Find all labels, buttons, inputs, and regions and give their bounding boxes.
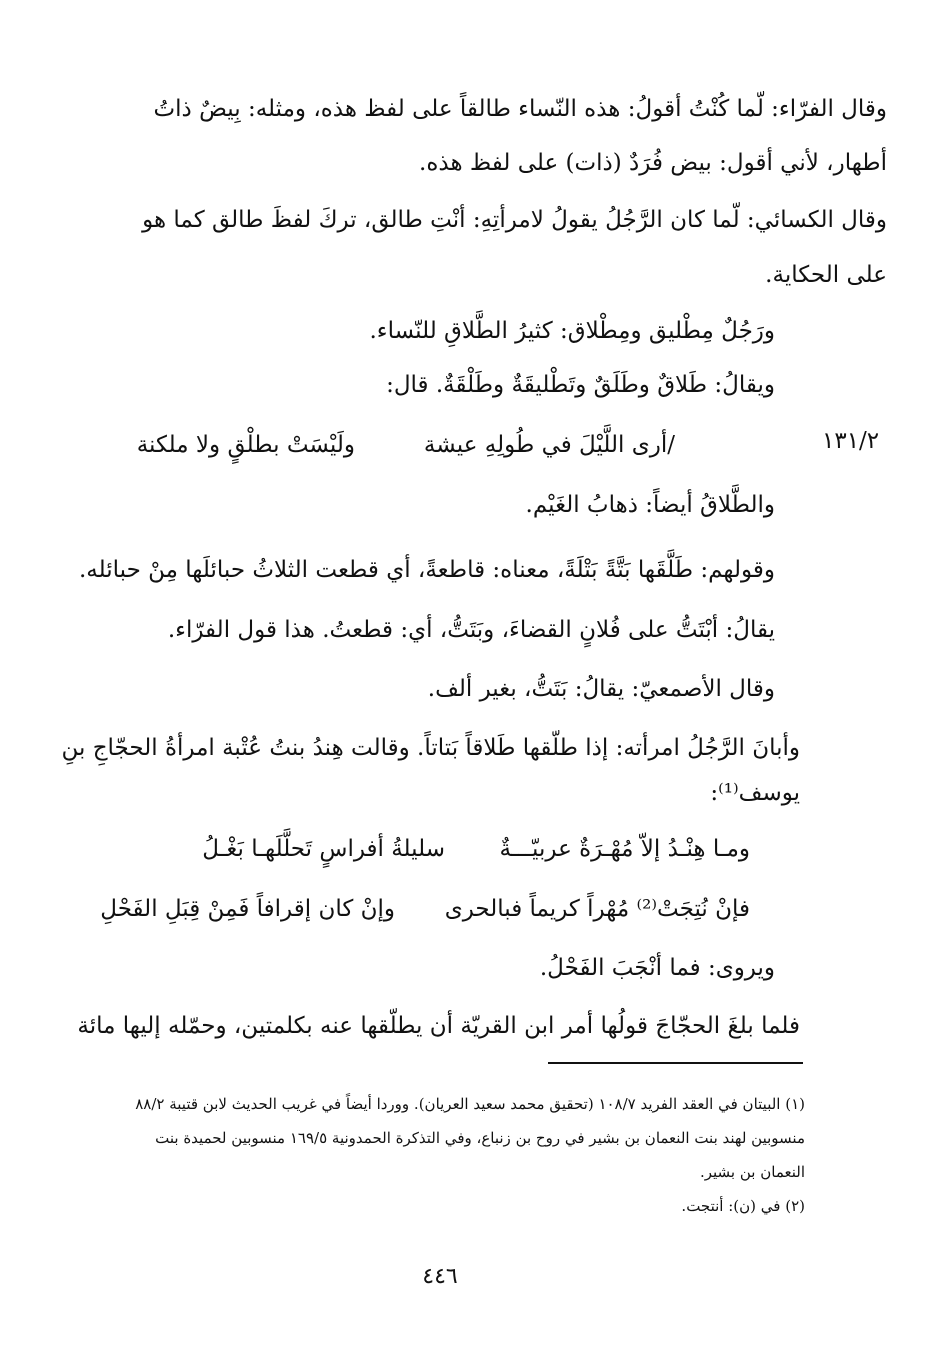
paragraph-line: وأبانَ الرَّجُلُ امرأته: إذا طلّقها طَلاقاً بَتاتاً. وقالت هِندُ بنتُ عُتْبة امرأةُ الحجّاجِ بنِ: [61, 735, 800, 761]
paragraph-line: والطَّلاقُ أيضاً: ذهابُ الغَيْم.: [525, 492, 775, 518]
verse-hemistich: سليلةُ أفراسٍ تَحلَّلَهـا بَغْـلُ: [202, 836, 445, 862]
paragraph-line: يوسف⁽¹⁾:: [710, 780, 800, 806]
footnote-separator: [548, 1062, 803, 1064]
paragraph-line: وقال الأصمعيّ: يقالُ: بَتَتُّ، بغير ألف.: [427, 676, 775, 702]
margin-reference: ١٣١/٢: [822, 428, 880, 454]
footnote-line: (٢) في (ن): أنتجت.: [681, 1197, 805, 1215]
footnote-line: (١) البيتان في العقد الفريد ١٠٨/٧ (تحقيق محمد سعيد العريان). ووردا أيضاً في غريب الحديث لابن قتيبة ٨٨/٢: [135, 1095, 805, 1113]
paragraph-line: على الحكاية.: [765, 262, 887, 288]
paragraph-line: يقالُ: أبْتَتُّ على فُلانٍ القضاءَ، وبَتَتُّ، أي: قطعتُ. هذا قول الفرّاء.: [167, 617, 775, 643]
paragraph-line: وقولهم: طَلَّقَها بَتَّةً بَتْلَةً، معناه: قاطعةً، أي قطعت الثلاثُ حبائلَها مِنْ حبائله.: [78, 557, 775, 583]
paragraph-line: أطهار، لأني أقول: بيض فُرَدٌ (ذات) على لفظ هذه.: [419, 150, 887, 176]
paragraph-line: وقال الكسائي: لّما كان الرَّجُلُ يقولُ لامرأتِهِ: أنْتِ طالق، تركَ لفظَ طالق كما هو: [142, 207, 887, 233]
verse-hemistich: ولَيْسَتْ بطلْقٍ ولا ملكنة: [136, 432, 355, 458]
verse-hemistich: /أرى اللَّيْلَ في طُولِهِ عيشة: [423, 432, 675, 458]
verse-hemistich: وإنْ كان إقرافاً فَمِنْ قِبَلِ الفَحْلِ: [100, 896, 395, 922]
paragraph-line: ورَجُلٌ مِطْليق ومِطْلاق: كثيرُ الطَّلاقِ للنّساء.: [369, 318, 775, 344]
footnote-line: النعمان بن بشير.: [699, 1163, 805, 1181]
page-number: ٤٤٦: [422, 1264, 458, 1289]
paragraph-line: ويقالُ: طَلاقٌ وطَلَقٌ وتَطْليقَةٌ وطَلْقَةٌ. قال:: [386, 372, 775, 398]
footnote-line: منسوبين لهند بنت النعمان بن بشير في روح بن زنباع، وفي التذكرة الحمدونية ١٦٩/٥ منسوبين لحميدة بنت: [155, 1129, 805, 1147]
verse-hemistich: فإنْ نُتِجَتْ⁽²⁾ مُهْراً كريماً فبالحرى: [444, 896, 750, 922]
paragraph-line: فلما بلغَ الحجّاجَ قولُها أمر ابن القريّة أن يطلّقها عنه بكلمتين، وحمّله إليها مائة: [77, 1013, 800, 1039]
verse-hemistich: ومـا هِنْـدُ إلاّ مُهْـرَةٌ عربيّـــةٌ: [499, 836, 750, 862]
paragraph-line: وقال الفرّاء: لّما كُنْتُ أقولُ: هذه النّساء طالقاً على لفظ هذه، ومثله: بِيضٌ ذاتُ: [153, 96, 887, 122]
paragraph-line: ويروى: فما أنْجَبَ الفَحْلُ.: [539, 955, 775, 981]
